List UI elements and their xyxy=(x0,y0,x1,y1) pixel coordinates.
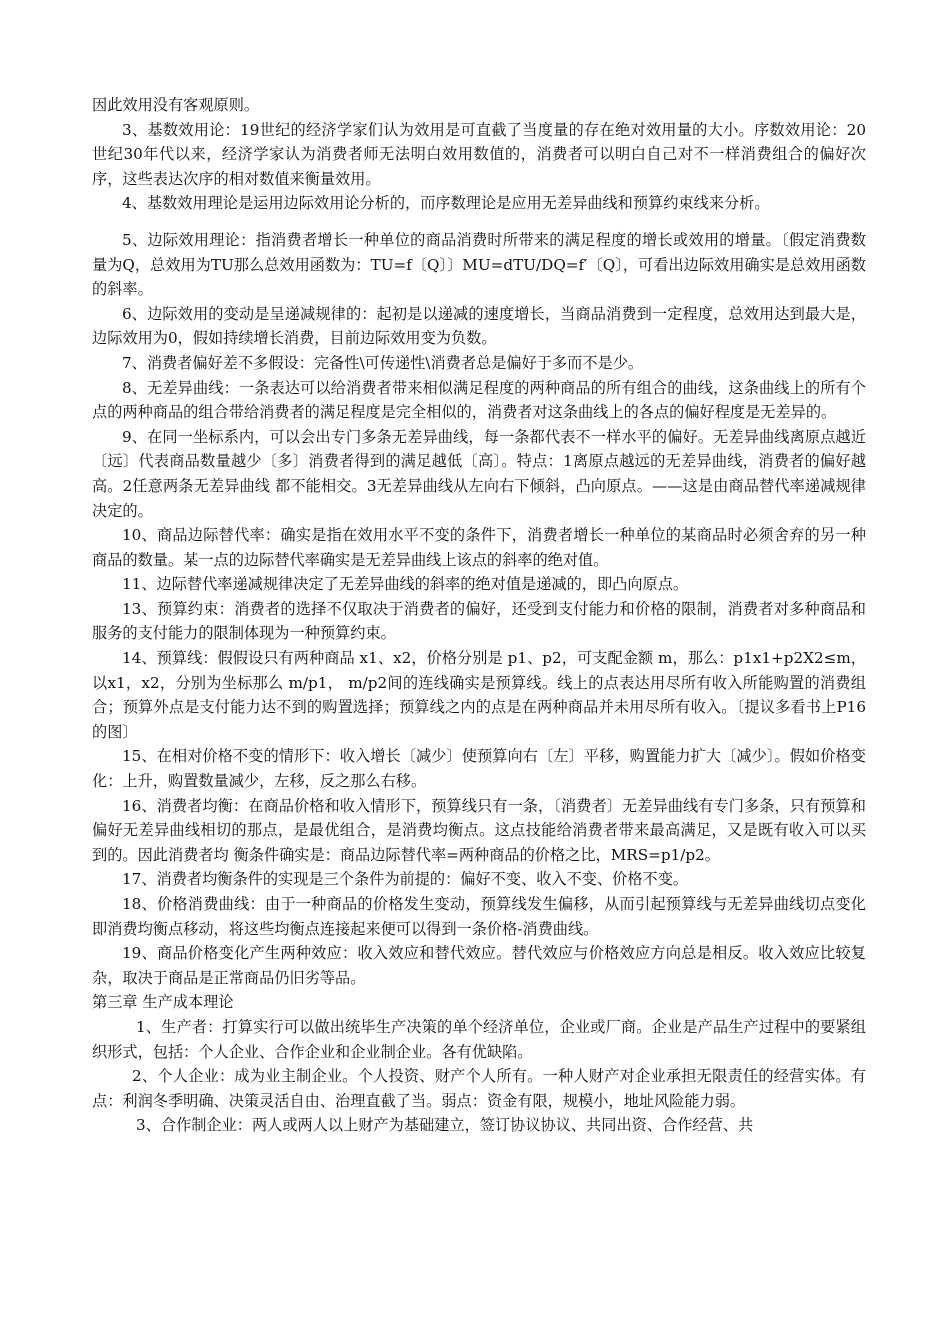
paragraph-13-budget-constraint: 13、预算约束：消费者的选择不仅取决于消费者的偏好，还受到支付能力和价格的限制，消费者对多种商品和服务的支付能力的限制体现为一种预算约束。 xyxy=(92,599,866,643)
paragraph-15: 15、在相对价格不变的情形下：收入增长〔减少〕使预算向右〔左〕平移，购置能力扩大〔减少〕。假如价格变化：上升，购置数量减少，左移，反之那么右移。 xyxy=(92,747,866,791)
paragraph-5-marginal-utility: 5、边际效用理论：指消费者增长一种单位的商品消费时所带来的满足程度的增长或效用的增量。〔假定消费数量为Q，总效用为TU那么总效用函数为：TU=f〔Q〕〕MU=dTU/DQ=f′〔Q〕，可看出边际效用确实是总效用函数的斜率。 xyxy=(92,230,866,299)
paragraph-3-cardinal-ordinal-utility: 3、基数效用论：19世纪的经济学家们认为效用是可直截了当度量的存在绝对效用量的大小。序数效用论：20世纪30年代以来，经济学家认为消费者师无法明白效用数值的，消费者可以明白自己对不一样消费组合的偏好次序，这些表达次序的相对数值来衡量效用。 xyxy=(92,120,866,188)
paragraph-4: 4、基数效用理论是运用边际效用论分析的，而序数理论是应用无差异曲线和预算约束线来分析。 xyxy=(122,194,770,213)
paragraph-6: 6、边际效用的变动是呈递减规律的：起初是以递减的速度增长，当商品消费到一定程度，总效用达到最大是，边际效用为0，假如持续增长消费，目前边际效用变为负数。 xyxy=(92,304,866,348)
paragraph-11: 11、边际替代率递减规律决定了无差异曲线的斜率的绝对值是递减的，即凸向原点。 xyxy=(122,575,689,594)
paragraph-18-price-consumption-curve: 18、价格消费曲线：由于一种商品的价格发生变动，预算线发生偏移，从而引起预算线与无差异曲线切点变化即消费均衡点移动，将这些均衡点连接起来便可以得到一条价格-消费曲线。 xyxy=(92,895,866,938)
paragraph-9: 9、在同一坐标系内，可以会出专门多条无差异曲线，每一条都代表不一样水平的偏好。无差异曲线离原点越近〔远〕代表商品数量越少〔多〕消费者得到的满足越低〔高〕。特点：1离原点越远的无差异曲线，消费者的偏好越高。2任意两条无差异曲线 都不能相交。3无差异曲线从左向右下倾斜，凸向原点。——这是由商品替代率递减规律决定的。 xyxy=(92,427,866,520)
paragraph-3-partnership: 3、合作制企业：两人或两人以上财产为基础建立，签订协议协议、共同出资、合作经营、共 xyxy=(136,1116,754,1135)
paragraph-2-sole-proprietorship: 2、个人企业：成为业主制企业。个人投资、财产个人所有。一种人财产对企业承担无限责任的经营实体。有点：利润冬季明确、决策灵活自由、治理直截了当。弱点：资金有限，规模小，地址风险能力弱。 xyxy=(92,1067,866,1110)
paragraph-17: 17、消费者均衡条件的实现是三个条件为前提的：偏好不变、收入不变、价格不变。 xyxy=(122,870,689,889)
paragraph-gap xyxy=(92,216,866,228)
paragraph-19: 19、商品价格变化产生两种效应：收入效应和替代效应。替代效应与价格效应方向总是相反。收入效应比较复杂，取决于商品是正常商品仍旧劣等品。 xyxy=(92,944,866,987)
paragraph-1-producer: 1、生产者：打算实行可以做出统毕生产决策的单个经济单位，企业或厂商。企业是产品生产过程中的要紧组织形式，包括：个人企业、合作企业和企业制企业。各有优缺陷。 xyxy=(92,1017,866,1061)
paragraph-14-budget-line: 14、预算线：假假设只有两种商品 x1、x2，价格分别是 p1、p2，可支配金额 m，那么：p1x1+p2X2≤m，以x1，x2，分别为坐标那么 m/p1， m/p2间的连线确实是预算线。线上的点表达用尽所有收入所能购置的消费组合；预算外点是支付能力达不到的购置选择；预算线之内的点是在两种商品并未用尽所有收入。〔提议多看书上P16的图〕 xyxy=(92,649,866,741)
paragraph-16-consumer-equilibrium: 16、消费者均衡：在商品价格和收入情形下，预算线只有一条，〔消费者〕无差异曲线有专门多条，只有预算和偏好无差异曲线相切的那点，是最优组合，是消费均衡点。这点技能给消费者带来最高满足，又是既有收入可以买到的。因此消费者均 衡条件确实是：商品边际替代率=两种商品的价格之比，MRS=p1/p2。 xyxy=(92,796,866,864)
paragraph-continuation: 因此效用没有客观原则。 xyxy=(92,96,260,114)
paragraph-7: 7、消费者偏好差不多假设：完备性\可传递性\消费者总是偏好于多而不是少。 xyxy=(122,353,644,372)
paragraph-8-indifference-curve: 8、无差异曲线：一条表达可以给消费者带来相似满足程度的两种商品的所有组合的曲线，这条曲线上的所有个点的两种商品的组合带给消费者的满足程度是完全相似的，消费者对这条曲线上的各点的偏好程度是无差异的。 xyxy=(92,378,866,422)
paragraph-10-mrs: 10、商品边际替代率：确实是指在效用水平不变的条件下，消费者增长一种单位的某商品时必须舍弃的另一种商品的数量。某一点的边际替代率确实是无差异曲线上该点的斜率的绝对值。 xyxy=(92,526,866,569)
chapter-heading: 第三章 生产成本理论 xyxy=(92,993,234,1012)
